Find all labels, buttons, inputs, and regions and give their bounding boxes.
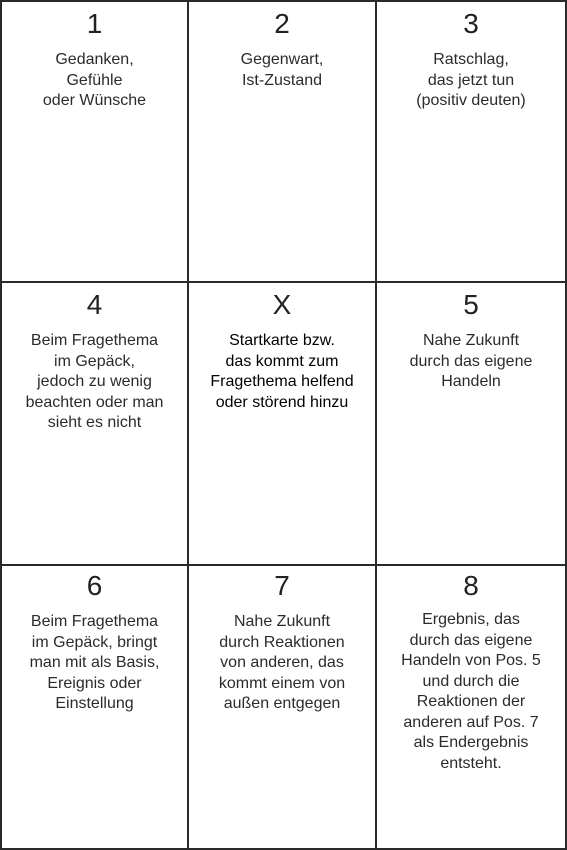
position-cell-4 xyxy=(0,283,189,566)
position-description: Beim Fragethema im Gepäck, jedoch zu wenig beachten oder man sieht es nicht xyxy=(25,332,164,431)
position-number: 8 xyxy=(463,570,479,601)
position-cell-6 xyxy=(0,566,189,850)
position-description: Gedanken, Gefühle oder Wünsche xyxy=(42,51,147,109)
position-number: X xyxy=(272,289,292,320)
position-description: Beim Fragethema im Gepäck, bringt man mit als Basis, Ereignis oder Einstellung xyxy=(29,613,160,712)
position-number: 2 xyxy=(274,8,290,39)
position-cell-5 xyxy=(377,283,567,566)
position-cell-8 xyxy=(377,566,567,850)
position-cell-7 xyxy=(189,566,377,850)
position-description: Gegenwart, Ist-Zustand xyxy=(240,51,324,89)
position-description: Startkarte bzw. das kommt zum Fragethema helfend oder störend hinzu xyxy=(210,332,354,411)
position-number: 1 xyxy=(86,8,103,39)
position-number: 3 xyxy=(463,8,479,39)
position-cell-2 xyxy=(189,0,377,283)
position-number: 7 xyxy=(274,570,290,601)
position-number: 6 xyxy=(86,570,103,601)
position-number: 5 xyxy=(463,289,479,320)
position-description: Ratschlag, das jetzt tun (positiv deuten) xyxy=(416,51,526,109)
position-cell-1 xyxy=(0,0,189,283)
position-description: Nahe Zukunft durch Reaktionen von anderen, das kommt einem von außen entgegen xyxy=(218,613,346,712)
position-description: Ergebnis, das durch das eigene Handeln von Pos. 5 und durch die Reaktionen der anderen auf Pos. 7 als Endergebnis entsteht. xyxy=(401,611,541,772)
position-cell-3 xyxy=(377,0,567,283)
position-description: Nahe Zukunft durch das eigene Handeln xyxy=(409,332,533,390)
position-cell-x xyxy=(189,283,377,566)
position-number: 4 xyxy=(86,289,103,320)
